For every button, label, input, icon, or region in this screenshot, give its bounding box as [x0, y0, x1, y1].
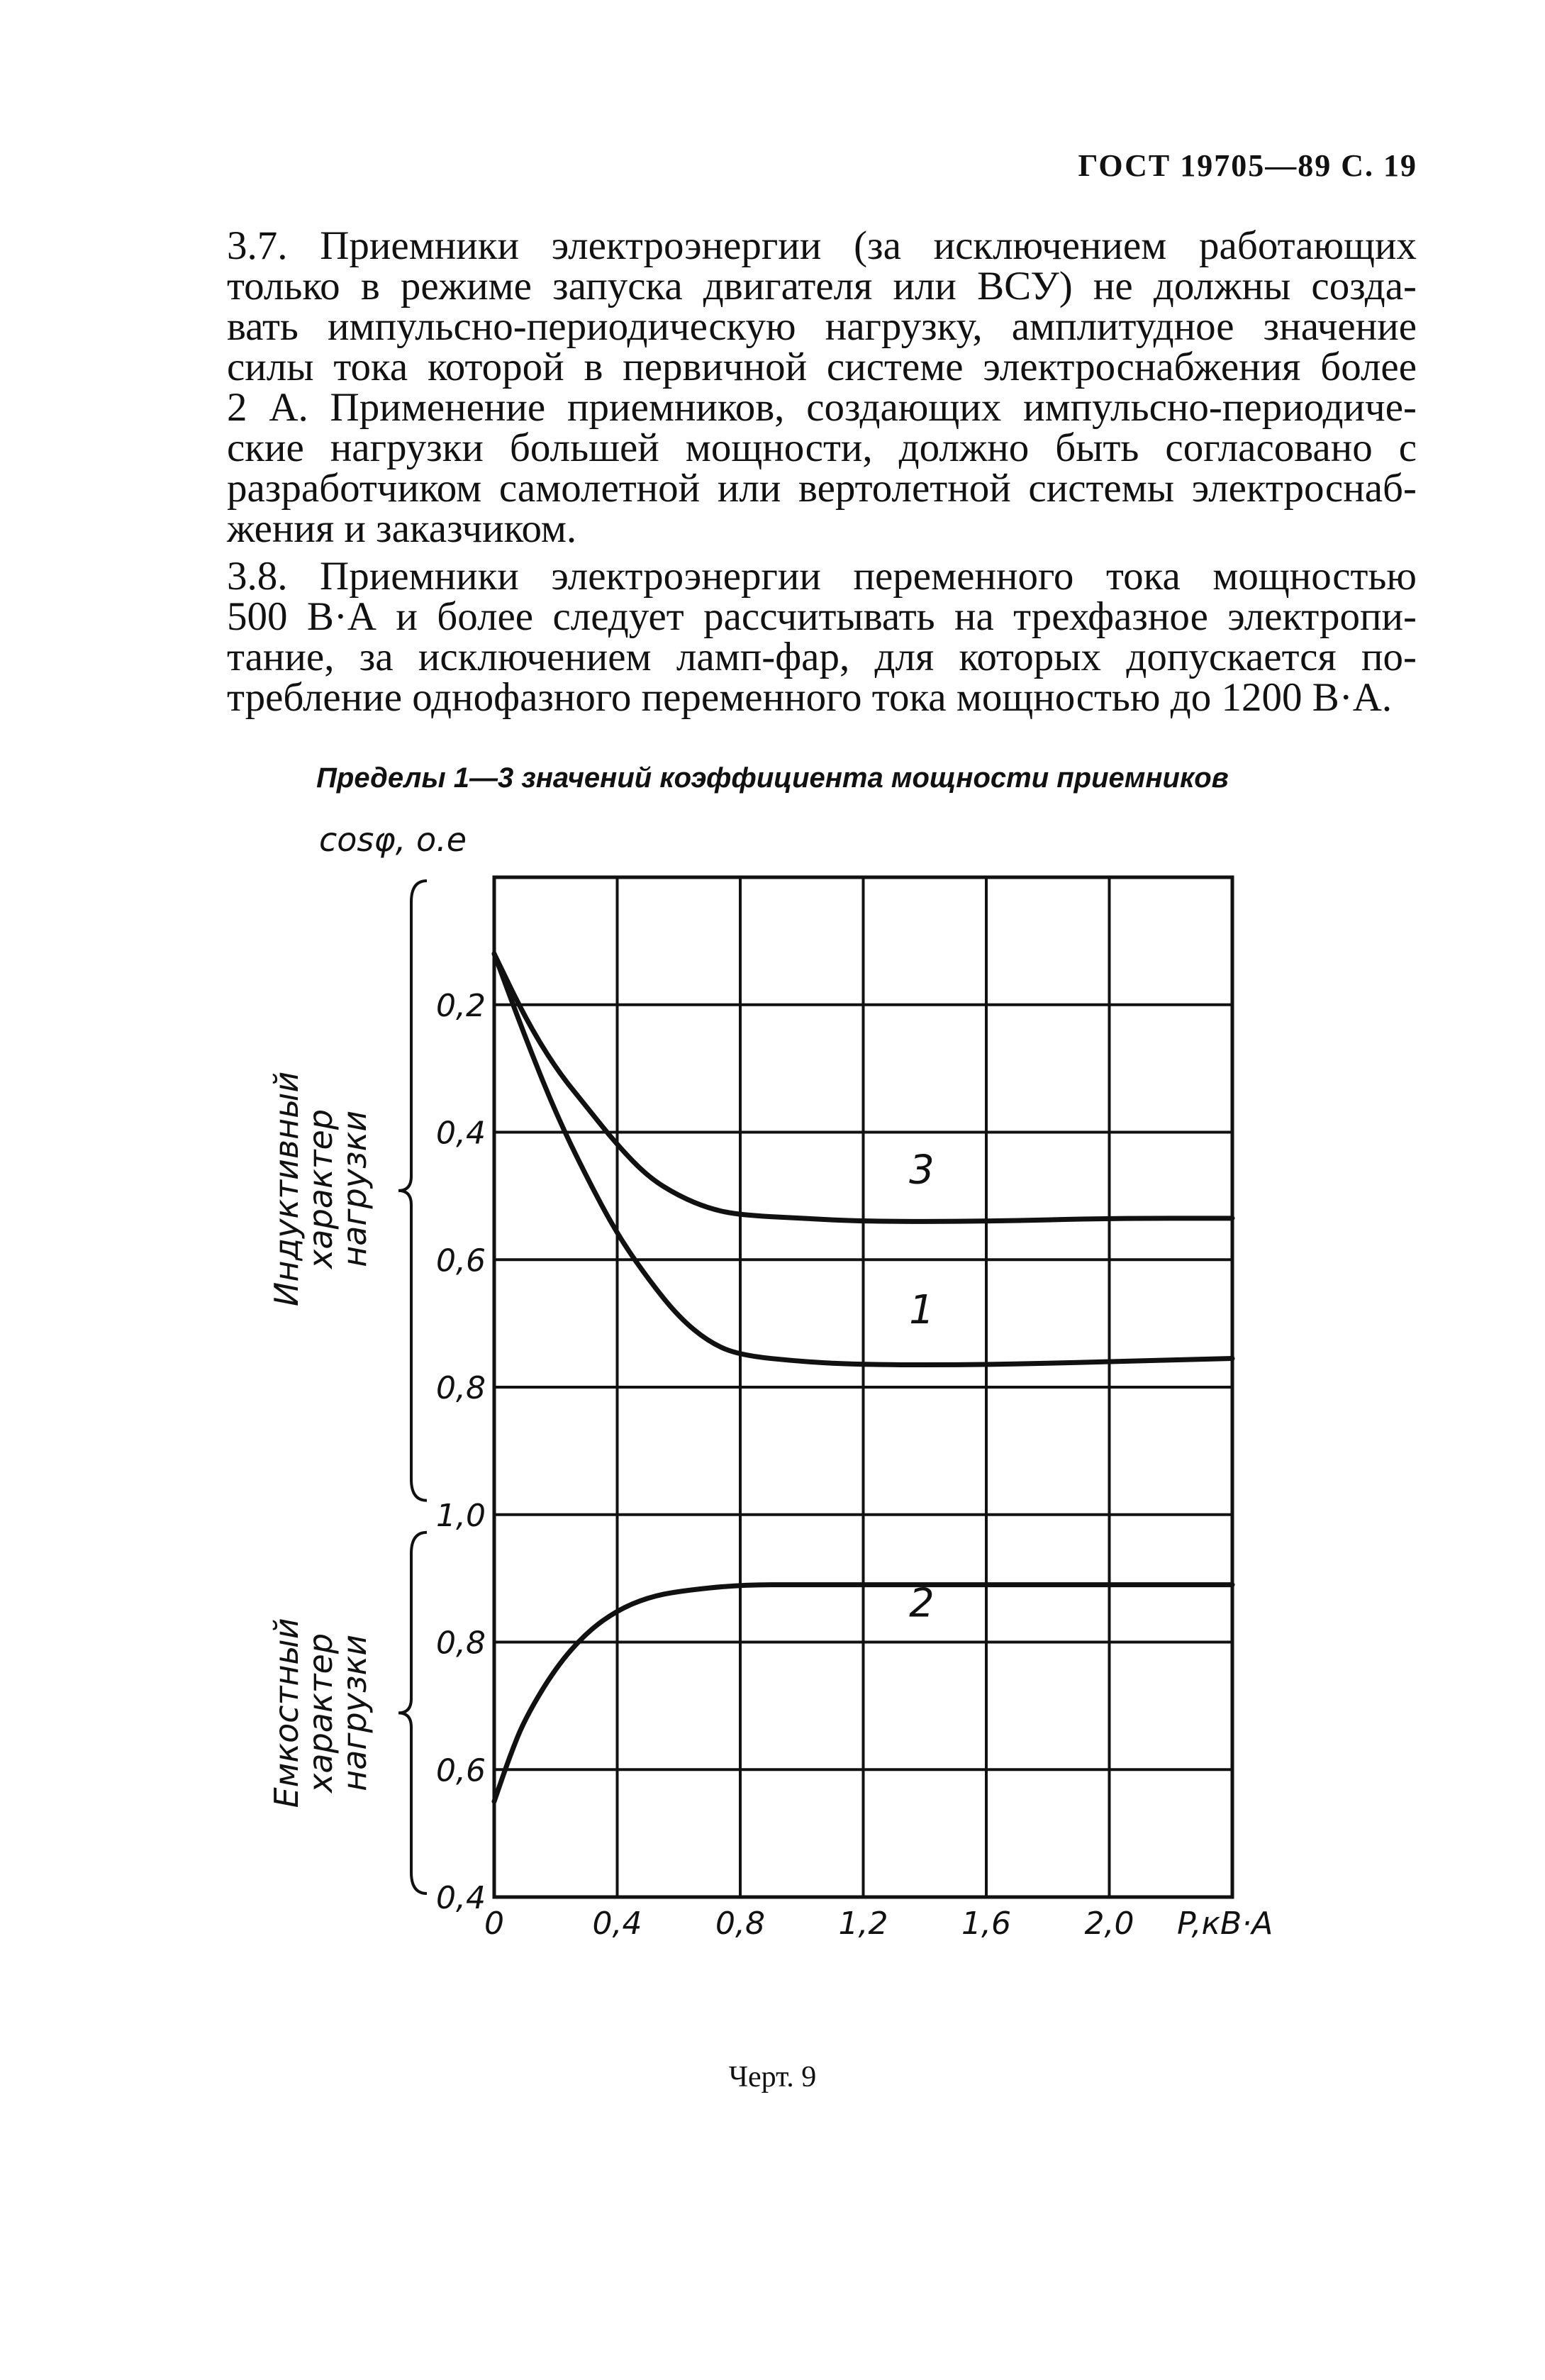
running-header: ГОСТ 19705—89 С. 19 [1078, 148, 1417, 183]
text-line: 3.8. Приемники электроэнергии переменного тока мощностью [227, 554, 1417, 599]
y-tick-label: 0,8 [436, 1625, 486, 1662]
capacitive-region-label: характер [301, 1633, 340, 1793]
y-tick-label: 0,2 [436, 987, 486, 1024]
capacitive-region-label: Емкостный [267, 1618, 306, 1808]
paragraph-3-7 [169, 223, 1417, 551]
chart-grid [494, 877, 1232, 1897]
text-line: вать импульсно-периодическую нагрузку, амплитудное значение [227, 304, 1417, 349]
text-line: 500 В·А и более следует рассчитывать на трехфазное электропи- [227, 594, 1417, 639]
y-tick-label: 0,6 [436, 1242, 486, 1279]
series-label-2: 2 [909, 1580, 935, 1627]
text-line: силы тока которой в первичной системе электроснабжения более [227, 345, 1417, 389]
x-tick-label: 2,0 [1084, 1906, 1134, 1942]
body-text [169, 223, 1417, 720]
text-line: требление однофазного переменного тока мощностью до 1200 В·А. [227, 675, 1393, 720]
y-tick-label: 1,0 [436, 1497, 486, 1534]
paragraph-3-8 [169, 556, 1417, 718]
y-tick-label: 0,4 [436, 1115, 486, 1152]
text-line: 3.7. Приемники электроэнергии (за исключением работающих [227, 223, 1417, 268]
series-label-3: 3 [909, 1147, 935, 1194]
figure-number: Черт. 9 [728, 2061, 817, 2093]
text-line: тание, за исключением ламп-фар, для которых допускается по- [227, 635, 1417, 679]
text-line: разработчиком самолетной или вертолетной системы электроснаб- [227, 466, 1417, 511]
series-label-1: 1 [909, 1287, 935, 1334]
power-factor-chart [0, 808, 1545, 1986]
text-line: ские нагрузки большей мощности, должно быть согласовано с [227, 426, 1417, 470]
inductive-region-label: нагрузки [335, 1110, 374, 1267]
x-tick-label: 0,4 [592, 1906, 642, 1942]
y-tick-label: 0,6 [436, 1752, 486, 1789]
capacitive-brace [398, 1533, 427, 1894]
figure-caption: Пределы 1—3 значений коэффициента мощности приемников [316, 762, 1229, 794]
y-tick-label: 0,8 [436, 1370, 486, 1406]
capacitive-region-label: нагрузки [335, 1634, 374, 1791]
x-tick-label: 0 [484, 1906, 504, 1942]
y-tick-label: 0,4 [436, 1880, 486, 1916]
inductive-region-label: характер [301, 1108, 340, 1269]
text-line: 2 А. Применение приемников, создающих импульсно-периодиче- [227, 385, 1417, 430]
region-braces [267, 881, 427, 1894]
inductive-region-label: Индуктивный [267, 1071, 306, 1307]
y-axis-label: cosφ, о.е [319, 821, 467, 859]
x-tick-label: 1,6 [961, 1906, 1011, 1942]
inductive-brace [398, 881, 427, 1501]
x-tick-label: 0,8 [715, 1906, 765, 1942]
text-line: жения и заказчиком. [227, 506, 577, 551]
text-line: только в режиме запуска двигателя или ВСУ) не должны созда- [227, 264, 1417, 308]
x-tick-label: 1,2 [838, 1906, 888, 1942]
x-axis-label: P,кВ·А [1177, 1906, 1273, 1942]
